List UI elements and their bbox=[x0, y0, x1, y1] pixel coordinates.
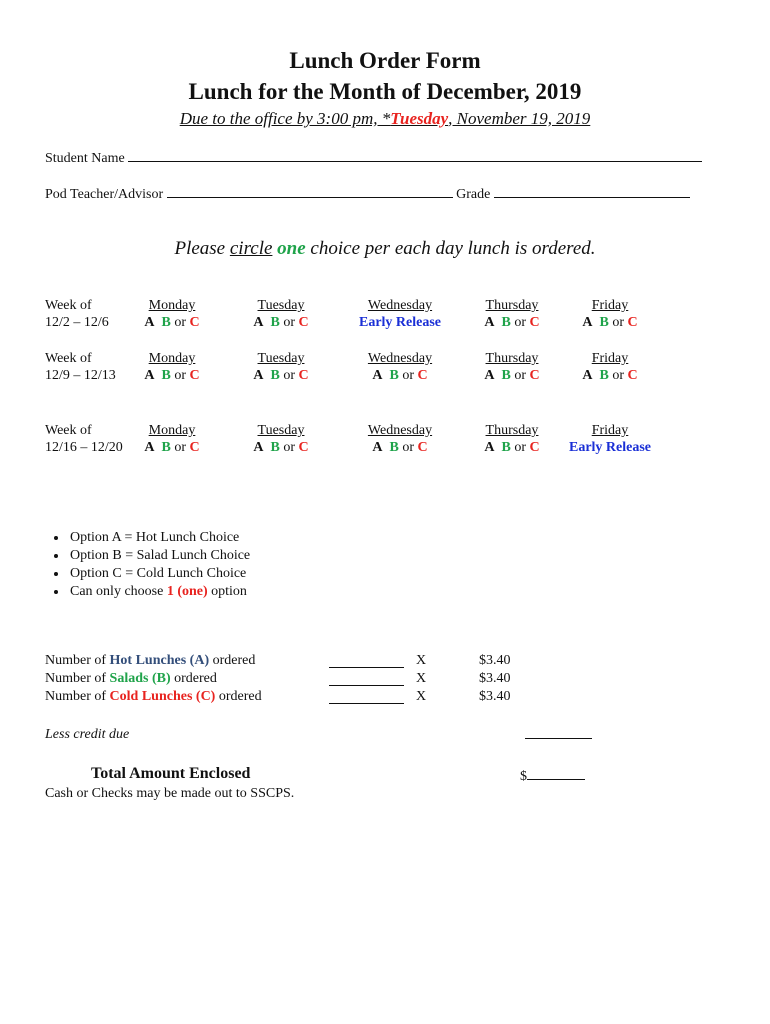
choice-or: or bbox=[283, 440, 295, 455]
choice-c[interactable]: C bbox=[298, 315, 309, 330]
day-cell bbox=[550, 297, 670, 331]
choice-a[interactable]: A bbox=[582, 368, 593, 383]
credit-label: Less credit due bbox=[45, 727, 130, 742]
form-subtitle: Lunch for the Month of December, 2019 bbox=[188, 79, 582, 104]
early-release-note: Early Release bbox=[568, 440, 652, 455]
option-limit-prefix: Can only choose bbox=[70, 584, 167, 599]
instruction-line bbox=[0, 238, 770, 260]
choice-b[interactable]: B bbox=[270, 440, 280, 455]
lunch-choices bbox=[221, 367, 341, 384]
instruction-suffix: choice per each day lunch is ordered. bbox=[305, 238, 596, 259]
day-name: Thursday bbox=[485, 423, 539, 438]
choice-a[interactable]: A bbox=[372, 440, 383, 455]
day-cell bbox=[550, 422, 670, 456]
choice-b[interactable]: B bbox=[599, 315, 609, 330]
choice-a[interactable]: A bbox=[144, 315, 155, 330]
day-name: Wednesday bbox=[367, 298, 433, 313]
lunch-choices bbox=[112, 367, 232, 384]
credit-field[interactable] bbox=[525, 725, 592, 739]
choice-or: or bbox=[402, 368, 414, 383]
multiply-sign: X bbox=[416, 671, 427, 686]
choice-c[interactable]: C bbox=[417, 368, 428, 383]
choice-a[interactable]: A bbox=[144, 440, 155, 455]
day-cell bbox=[112, 350, 232, 384]
choice-c[interactable]: C bbox=[298, 368, 309, 383]
choice-c[interactable]: C bbox=[627, 315, 638, 330]
choice-a[interactable]: A bbox=[144, 368, 155, 383]
choice-a[interactable]: A bbox=[484, 315, 495, 330]
day-name: Thursday bbox=[485, 298, 539, 313]
order-suffix: ordered bbox=[215, 689, 262, 704]
order-highlight: Hot Lunches (A) bbox=[109, 653, 210, 668]
choice-a[interactable]: A bbox=[253, 440, 264, 455]
choice-b[interactable]: B bbox=[161, 440, 171, 455]
order-qty-wrap bbox=[329, 654, 404, 673]
day-name: Tuesday bbox=[257, 351, 305, 366]
lunch-choices bbox=[550, 367, 670, 384]
total-label: Total Amount Enclosed bbox=[91, 765, 251, 782]
choice-a[interactable]: A bbox=[253, 368, 264, 383]
day-name: Monday bbox=[148, 298, 196, 313]
instruction-circle: circle bbox=[229, 238, 273, 259]
option-c-item: • Option C = Cold Lunch Choice bbox=[68, 565, 250, 583]
total-field-wrap bbox=[520, 766, 585, 785]
student-name-row bbox=[45, 148, 702, 167]
day-name: Thursday bbox=[485, 351, 539, 366]
choice-a[interactable]: A bbox=[253, 315, 264, 330]
order-qty-wrap bbox=[329, 690, 404, 709]
week-range: 12/2 – 12/6 bbox=[45, 315, 109, 330]
order-highlight: Cold Lunches (C) bbox=[109, 689, 216, 704]
day-cell bbox=[221, 422, 341, 456]
lunch-choices bbox=[221, 314, 341, 331]
unit-price: $3.40 bbox=[479, 689, 511, 704]
day-name: Friday bbox=[591, 423, 629, 438]
choice-or: or bbox=[174, 368, 186, 383]
choice-a[interactable]: A bbox=[372, 368, 383, 383]
day-name: Monday bbox=[148, 423, 196, 438]
order-qty-field[interactable] bbox=[329, 654, 404, 668]
week-label bbox=[45, 297, 109, 331]
choice-or: or bbox=[283, 368, 295, 383]
choice-b[interactable]: B bbox=[270, 315, 280, 330]
choice-or: or bbox=[612, 368, 624, 383]
student-name-field[interactable] bbox=[128, 148, 702, 162]
day-name: Tuesday bbox=[257, 298, 305, 313]
teacher-label: Pod Teacher/Advisor bbox=[45, 187, 164, 202]
order-label bbox=[45, 671, 217, 687]
lunch-choices bbox=[340, 439, 460, 456]
form-title: Lunch Order Form bbox=[289, 48, 481, 73]
day-name: Tuesday bbox=[257, 423, 305, 438]
choice-b[interactable]: B bbox=[161, 368, 171, 383]
choice-c[interactable]: C bbox=[189, 368, 200, 383]
order-prefix: Number of bbox=[45, 653, 110, 668]
choice-or: or bbox=[612, 315, 624, 330]
option-limit-item bbox=[68, 583, 250, 601]
choice-b[interactable]: B bbox=[270, 368, 280, 383]
order-qty-field[interactable] bbox=[329, 672, 404, 686]
choice-b[interactable]: B bbox=[501, 440, 511, 455]
choice-or: or bbox=[514, 368, 526, 383]
choice-c[interactable]: C bbox=[627, 368, 638, 383]
order-suffix: ordered bbox=[170, 671, 217, 686]
options-list bbox=[46, 529, 250, 601]
day-name: Wednesday bbox=[367, 351, 433, 366]
multiply-sign: X bbox=[416, 653, 427, 668]
choice-b[interactable]: B bbox=[389, 440, 399, 455]
week-range: 12/9 – 12/13 bbox=[45, 368, 116, 383]
total-dollar-sign: $ bbox=[520, 769, 527, 784]
choice-b[interactable]: B bbox=[389, 368, 399, 383]
order-qty-field[interactable] bbox=[329, 690, 404, 704]
order-suffix: ordered bbox=[209, 653, 256, 668]
multiply-sign: X bbox=[416, 689, 427, 704]
student-name-label: Student Name bbox=[45, 151, 125, 166]
day-cell bbox=[112, 422, 232, 456]
choice-c[interactable]: C bbox=[189, 315, 200, 330]
order-prefix: Number of bbox=[45, 671, 110, 686]
choice-a[interactable]: A bbox=[484, 440, 495, 455]
day-cell bbox=[340, 297, 460, 331]
grade-label: Grade bbox=[456, 187, 491, 202]
choice-c[interactable]: C bbox=[417, 440, 428, 455]
day-cell bbox=[340, 422, 460, 456]
order-label bbox=[45, 689, 262, 705]
choice-or: or bbox=[174, 440, 186, 455]
due-prefix: Due to the office by 3:00 pm, * bbox=[179, 109, 391, 128]
week-of-text: Week of bbox=[45, 423, 92, 438]
instruction-one: one bbox=[277, 238, 306, 259]
choice-c[interactable]: C bbox=[529, 440, 540, 455]
day-cell bbox=[340, 350, 460, 384]
teacher-row bbox=[45, 184, 690, 203]
order-qty-wrap bbox=[329, 672, 404, 691]
day-cell bbox=[221, 350, 341, 384]
choice-c[interactable]: C bbox=[529, 315, 540, 330]
choice-c[interactable]: C bbox=[529, 368, 540, 383]
due-date-line bbox=[0, 109, 770, 129]
unit-price: $3.40 bbox=[479, 671, 511, 686]
lunch-choices bbox=[112, 439, 232, 456]
choice-c[interactable]: C bbox=[189, 440, 200, 455]
choice-a[interactable]: A bbox=[582, 315, 593, 330]
credit-field-wrap bbox=[525, 725, 592, 744]
day-cell bbox=[221, 297, 341, 331]
day-name: Monday bbox=[148, 351, 196, 366]
option-limit-highlight: 1 (one) bbox=[166, 584, 208, 599]
order-label bbox=[45, 653, 255, 669]
total-field[interactable] bbox=[527, 766, 585, 780]
choice-or: or bbox=[514, 440, 526, 455]
due-suffix: , November 19, 2019 bbox=[448, 109, 591, 128]
choice-b[interactable]: B bbox=[501, 368, 511, 383]
unit-price: $3.40 bbox=[479, 653, 511, 668]
option-b-item: • Option B = Salad Lunch Choice bbox=[68, 547, 250, 565]
week-range: 12/16 – 12/20 bbox=[45, 440, 123, 455]
lunch-choices bbox=[340, 367, 460, 384]
day-name: Friday bbox=[591, 298, 629, 313]
day-name: Friday bbox=[591, 351, 629, 366]
teacher-field[interactable] bbox=[167, 184, 453, 198]
early-release-note: Early Release bbox=[358, 315, 442, 330]
week-of-text: Week of bbox=[45, 351, 92, 366]
choice-b[interactable]: B bbox=[599, 368, 609, 383]
day-cell bbox=[550, 350, 670, 384]
choice-b[interactable]: B bbox=[501, 315, 511, 330]
order-prefix: Number of bbox=[45, 689, 110, 704]
choice-or: or bbox=[283, 315, 295, 330]
order-highlight: Salads (B) bbox=[109, 671, 171, 686]
choice-c[interactable]: C bbox=[298, 440, 309, 455]
choice-b[interactable]: B bbox=[161, 315, 171, 330]
payable-note: Cash or Checks may be made out to SSCPS. bbox=[45, 786, 295, 801]
choice-or: or bbox=[514, 315, 526, 330]
choice-or: or bbox=[174, 315, 186, 330]
week-of-text: Week of bbox=[45, 298, 92, 313]
option-limit-suffix: option bbox=[207, 584, 247, 599]
choice-or: or bbox=[402, 440, 414, 455]
grade-field[interactable] bbox=[494, 184, 690, 198]
week-label bbox=[45, 350, 116, 384]
lunch-choices bbox=[221, 439, 341, 456]
instruction-prefix: Please bbox=[174, 238, 230, 259]
choice-a[interactable]: A bbox=[484, 368, 495, 383]
day-name: Wednesday bbox=[367, 423, 433, 438]
due-day: Tuesday bbox=[390, 109, 449, 128]
option-a-item: • Option A = Hot Lunch Choice bbox=[68, 529, 250, 547]
day-cell bbox=[112, 297, 232, 331]
lunch-choices bbox=[550, 314, 670, 331]
lunch-choices bbox=[112, 314, 232, 331]
